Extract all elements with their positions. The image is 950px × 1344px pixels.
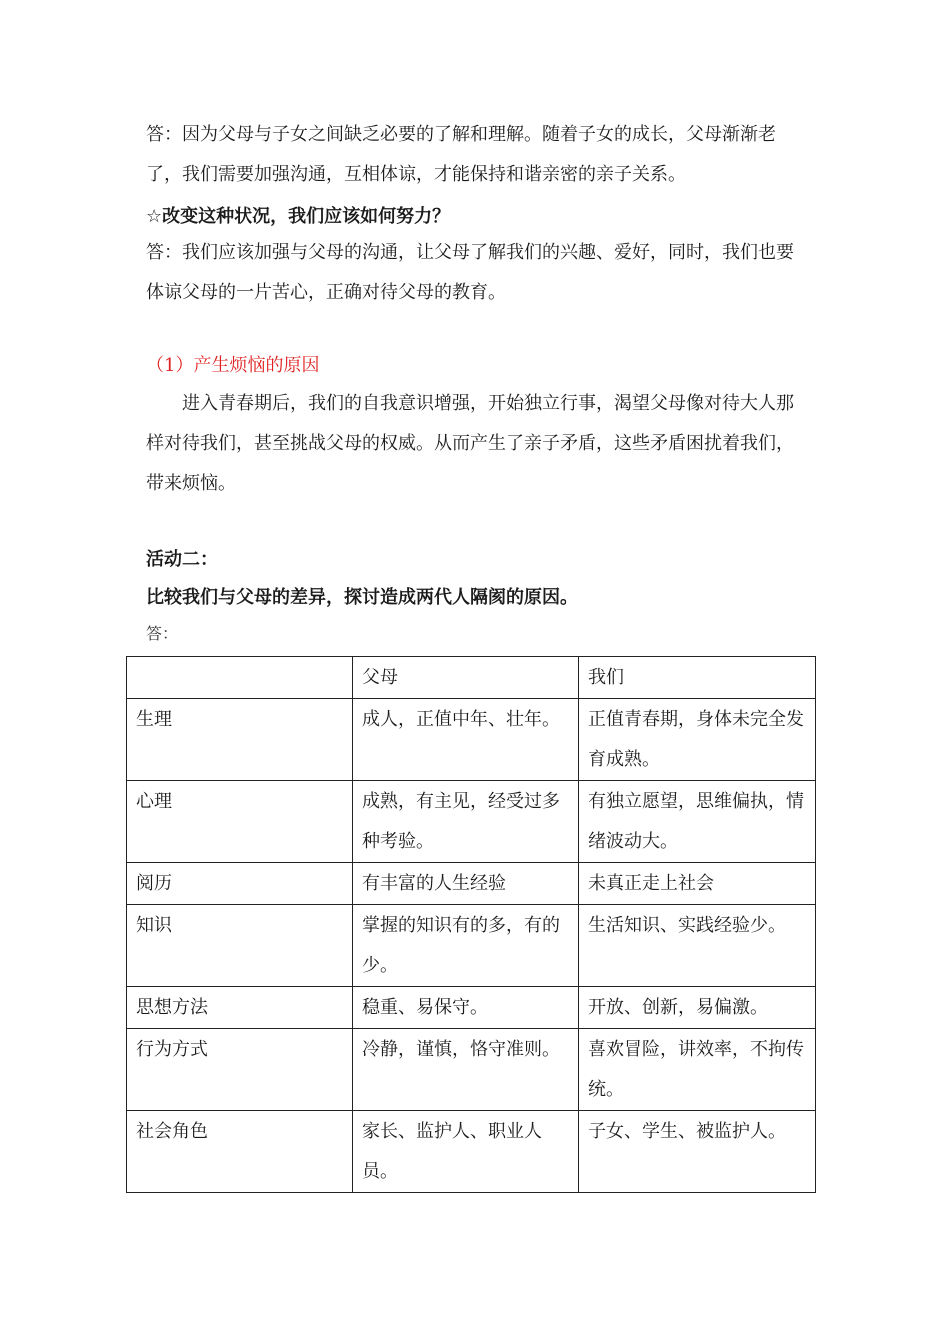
table-row xyxy=(127,699,816,781)
header-cell-empty xyxy=(127,657,353,699)
table-row xyxy=(127,1029,816,1111)
section1-heading: （1）产生烦恼的原因 xyxy=(146,355,320,376)
parents-cell: 掌握的知识有的多，有的少。 xyxy=(353,905,579,987)
us-cell: 喜欢冒险，讲效率，不拘传统。 xyxy=(579,1029,816,1111)
section1-body: 进入青春期后，我们的自我意识增强，开始独立行事，渴望父母像对待大人那样对待我们，甚至挑战父母的权威。从而产生了亲子矛盾，这些矛盾困扰着我们，带来烦恼。 xyxy=(146,393,794,494)
parents-cell: 成人，正值中年、壮年。 xyxy=(353,699,579,781)
qa2-question: ☆改变这种状况，我们应该如何努力？ xyxy=(146,206,451,227)
row-label: 思想方法 xyxy=(127,987,353,1029)
table-row xyxy=(127,863,816,905)
header-cell-parents: 父母 xyxy=(353,657,579,699)
parents-cell: 有丰富的人生经验 xyxy=(353,863,579,905)
us-cell: 有独立愿望，思维偏执，情绪波动大。 xyxy=(579,781,816,863)
parents-cell: 家长、监护人、职业人员。 xyxy=(353,1111,579,1193)
row-label: 社会角色 xyxy=(127,1111,353,1193)
us-cell: 子女、学生、被监护人。 xyxy=(579,1111,816,1193)
row-label: 生理 xyxy=(127,699,353,781)
row-label: 阅历 xyxy=(127,863,353,905)
us-cell: 生活知识、实践经验少。 xyxy=(579,905,816,987)
table-row xyxy=(127,1111,816,1193)
table-header-row xyxy=(127,657,816,699)
activity2-prompt: 比较我们与父母的差异，探讨造成两代人隔阂的原因。 xyxy=(146,587,578,608)
comparison-table xyxy=(126,656,816,1193)
activity2-title: 活动二： xyxy=(146,549,218,570)
us-cell: 未真正走上社会 xyxy=(579,863,816,905)
us-cell: 正值青春期，身体未完全发育成熟。 xyxy=(579,699,816,781)
qa1-answer: 答：因为父母与子女之间缺乏必要的了解和理解。随着子女的成长，父母渐渐老了，我们需要加强沟通，互相体谅，才能保持和谐亲密的亲子关系。 xyxy=(146,124,776,185)
us-cell: 开放、创新，易偏激。 xyxy=(579,987,816,1029)
parents-cell: 成熟，有主见，经受过多种考验。 xyxy=(353,781,579,863)
parents-cell: 稳重、易保守。 xyxy=(353,987,579,1029)
row-label: 心理 xyxy=(127,781,353,863)
table-row xyxy=(127,987,816,1029)
table-row xyxy=(127,905,816,987)
activity2-answer-label: 答： xyxy=(146,624,179,643)
header-cell-us: 我们 xyxy=(579,657,816,699)
parents-cell: 冷静，谨慎，恪守准则。 xyxy=(353,1029,579,1111)
row-label: 知识 xyxy=(127,905,353,987)
qa2-answer: 答：我们应该加强与父母的沟通，让父母了解我们的兴趣、爱好，同时，我们也要体谅父母的一片苦心，正确对待父母的教育。 xyxy=(146,242,794,303)
row-label: 行为方式 xyxy=(127,1029,353,1111)
table-row xyxy=(127,781,816,863)
